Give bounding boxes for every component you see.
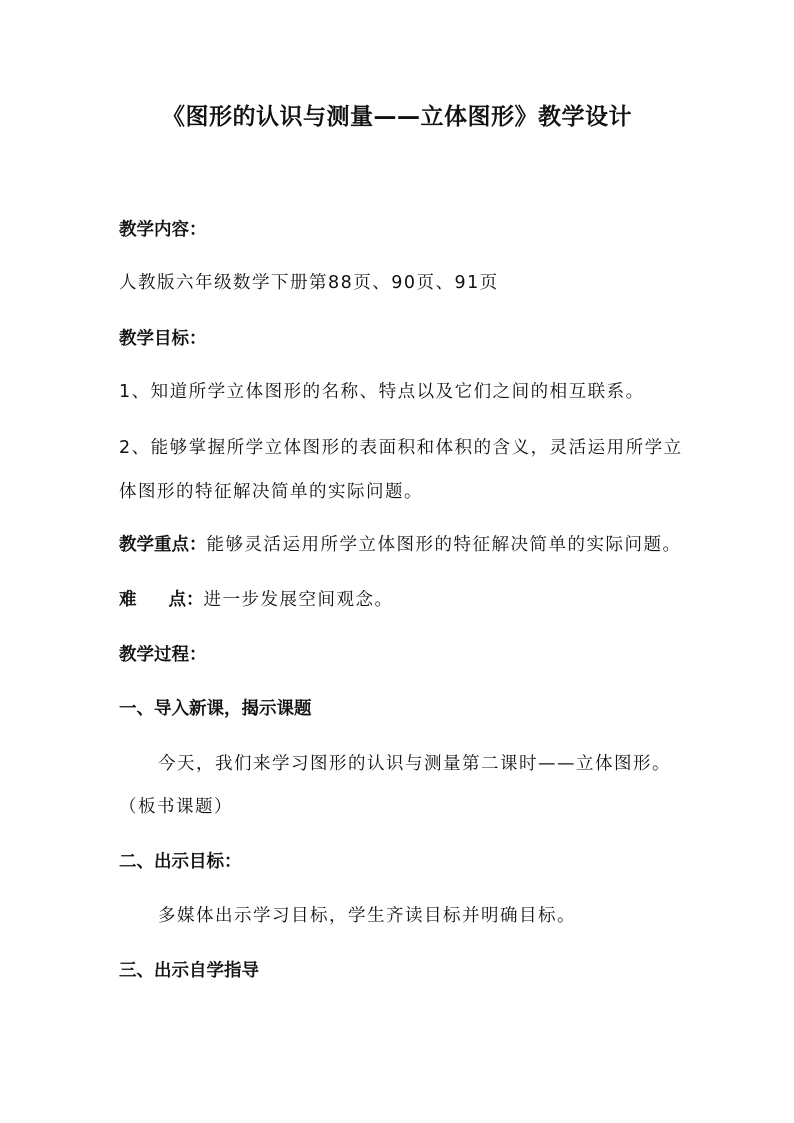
difficulty-label-2: 点： — [168, 590, 204, 610]
goals-heading: 教学目标： — [119, 329, 207, 349]
difficulty — [119, 588, 394, 612]
key-point — [119, 533, 682, 557]
step-1-line-1: 今天，我们来学习图形的认识与测量第二课时——立体图形。 — [158, 754, 671, 774]
step-3-heading: 三、出示自学指导 — [119, 961, 259, 981]
key-point-text: 能够灵活运用所学立体图形的特征解决简单的实际问题。 — [206, 535, 682, 555]
step-2-heading: 二、出示目标： — [119, 852, 242, 872]
difficulty-label-1: 难 — [119, 590, 137, 610]
document-title: 《图形的认识与测量——立体图形》教学设计 — [162, 104, 632, 130]
goal-1: 1、知道所学立体图形的名称、特点以及它们之间的相互联系。 — [119, 382, 645, 402]
step-1-heading: 一、导入新课，揭示课题 — [119, 699, 312, 719]
key-point-label: 教学重点： — [119, 535, 207, 555]
process-heading: 教学过程： — [119, 645, 207, 665]
content-heading: 教学内容： — [119, 220, 207, 240]
difficulty-text: 进一步发展空间观念。 — [203, 590, 394, 610]
step-2-text: 多媒体出示学习目标，学生齐读目标并明确目标。 — [158, 906, 576, 926]
step-1-line-2: （板书课题） — [119, 797, 233, 817]
goal-2-line-1: 2、能够掌握所学立体图形的表面积和体积的含义，灵活运用所学立 — [119, 438, 683, 458]
content-text: 人教版六年级数学下册第88页、90页、91页 — [119, 273, 499, 293]
goal-2-line-2: 体图形的特征解决简单的实际问题。 — [119, 482, 423, 502]
